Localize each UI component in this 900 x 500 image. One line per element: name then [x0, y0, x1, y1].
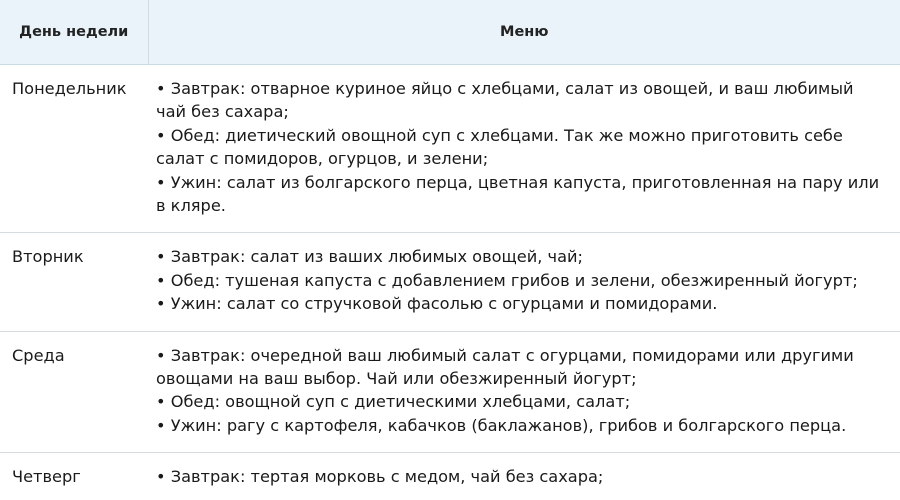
meal-item: • Завтрак: отварное куриное яйцо с хлебцами, салат из овощей, и ваш любимый чай без сахара;	[156, 77, 886, 124]
table-body	[0, 65, 900, 500]
meal-item: • Ужин: салат из болгарского перца, цветная капуста, приготовленная на пару или в кляре.	[156, 171, 886, 218]
meal-item: • Завтрак: салат из ваших любимых овощей, чай;	[156, 245, 886, 268]
table-row	[0, 453, 900, 500]
day-cell: Понедельник	[0, 65, 148, 233]
meal-item: • Завтрак: очередной ваш любимый салат с огурцами, помидорами или другими овощами на ваш выбор. Чай или обезжиренный йогурт;	[156, 344, 886, 391]
meal-item: • Ужин: салат со стручковой фасолью с огурцами и помидорами.	[156, 292, 886, 315]
menu-cell	[148, 453, 900, 500]
menu-column-header: Меню	[148, 0, 900, 65]
meal-item: • Обед: диетический овощной суп с хлебцами. Так же можно приготовить себе салат с помидоров, огурцов, и зелени;	[156, 124, 886, 171]
table-row	[0, 65, 900, 233]
meal-item: • Ужин: рагу с картофеля, кабачков (баклажанов), грибов и болгарского перца.	[156, 414, 886, 437]
menu-cell	[148, 233, 900, 331]
menu-cell	[148, 331, 900, 453]
table-header	[0, 0, 900, 65]
meal-item: • Обед: тушеная капуста с добавлением грибов и зелени, обезжиренный йогурт;	[156, 269, 886, 292]
day-cell: Среда	[0, 331, 148, 453]
menu-cell	[148, 65, 900, 233]
header-row	[0, 0, 900, 65]
day-column-header: День недели	[0, 0, 148, 65]
meal-item: • Обед: овощной суп с диетическими хлебцами, салат;	[156, 390, 886, 413]
meal-item: • Завтрак: тертая морковь с медом, чай без сахара;	[156, 465, 886, 488]
table-row	[0, 331, 900, 453]
day-cell: Вторник	[0, 233, 148, 331]
day-cell: Четверг	[0, 453, 148, 500]
table-row	[0, 233, 900, 331]
